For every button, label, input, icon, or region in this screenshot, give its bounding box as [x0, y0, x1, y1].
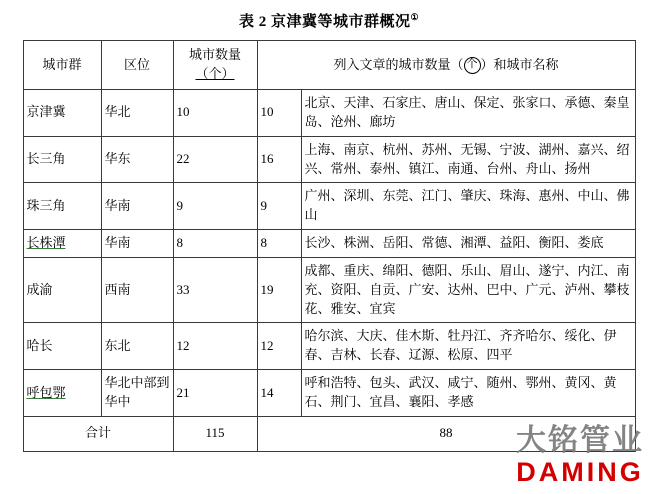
row-city-group: 长三角	[23, 136, 101, 183]
row-region: 东北	[101, 323, 173, 370]
row-region: 华东	[101, 136, 173, 183]
table-title-superscript: ①	[410, 12, 420, 22]
table-total-row	[23, 416, 635, 451]
row-included-count: 19	[257, 257, 301, 323]
row-city-group: 成渝	[23, 257, 101, 323]
row-included-count: 14	[257, 370, 301, 417]
header-city-count-label: 城市数量	[188, 47, 241, 63]
table-title-text: 表 2 京津冀等城市群概况	[238, 14, 411, 30]
header-city-group: 城市群	[23, 41, 101, 90]
table-title	[0, 0, 658, 40]
row-city-count: 21	[173, 370, 257, 417]
table-header-row	[23, 41, 635, 90]
header-included-prefix: 列入文章的城市数量（	[333, 56, 464, 72]
row-region: 华北中部到华中	[101, 370, 173, 417]
row-city-group: 呼包鄂	[23, 370, 101, 417]
header-included-unit: 个	[464, 57, 481, 74]
row-region: 华北	[101, 90, 173, 137]
total-label: 合计	[23, 416, 173, 451]
row-city-count: 8	[173, 230, 257, 258]
row-city-names: 哈尔滨、大庆、佳木斯、牡丹江、齐齐哈尔、绥化、伊春、吉林、长春、辽源、松原、四平	[301, 323, 635, 370]
table-row	[23, 257, 635, 323]
watermark-english: DAMING	[516, 456, 644, 487]
header-city-count	[173, 41, 257, 90]
total-included-count: 88	[257, 416, 635, 451]
row-city-names: 广州、深圳、东莞、江门、肇庆、珠海、惠州、中山、佛山	[301, 183, 635, 230]
row-region: 华南	[101, 230, 173, 258]
row-city-names: 上海、南京、杭州、苏州、无锡、宁波、湖州、嘉兴、绍兴、常州、泰州、镇江、南通、台州、舟山、扬州	[301, 136, 635, 183]
row-included-count: 10	[257, 90, 301, 137]
city-cluster-table	[23, 40, 636, 452]
table-row	[23, 370, 635, 417]
table-row	[23, 183, 635, 230]
watermark-chinese: 大铭管业	[516, 424, 644, 458]
row-city-count: 9	[173, 183, 257, 230]
header-region: 区位	[101, 41, 173, 90]
table-row	[23, 323, 635, 370]
total-city-count: 115	[173, 416, 257, 451]
row-city-group: 珠三角	[23, 183, 101, 230]
row-city-group: 长株潭	[23, 230, 101, 258]
row-city-names: 北京、天津、石家庄、唐山、保定、张家口、承德、秦皇岛、沧州、廊坊	[301, 90, 635, 137]
row-city-count: 22	[173, 136, 257, 183]
row-included-count: 8	[257, 230, 301, 258]
header-city-count-unit: （个）	[195, 66, 235, 81]
row-region: 华南	[101, 183, 173, 230]
row-included-count: 12	[257, 323, 301, 370]
header-included-suffix: ）和城市名称	[480, 56, 559, 72]
row-included-count: 16	[257, 136, 301, 183]
row-city-names: 成都、重庆、绵阳、德阳、乐山、眉山、遂宁、内江、南充、资阳、自贡、广安、达州、巴中、广元、泸州、攀枝花、雅安、宜宾	[301, 257, 635, 323]
table-row	[23, 230, 635, 258]
table-row	[23, 136, 635, 183]
row-city-count: 12	[173, 323, 257, 370]
row-city-count: 33	[173, 257, 257, 323]
table-body	[23, 90, 635, 452]
table-row	[23, 90, 635, 137]
row-included-count: 9	[257, 183, 301, 230]
row-city-names: 长沙、株洲、岳阳、常德、湘潭、益阳、衡阳、娄底	[301, 230, 635, 258]
table-header	[23, 41, 635, 90]
header-included-cities	[257, 41, 635, 90]
row-region: 西南	[101, 257, 173, 323]
row-city-group: 哈长	[23, 323, 101, 370]
row-city-names: 呼和浩特、包头、武汉、咸宁、随州、鄂州、黄冈、黄石、荆门、宜昌、襄阳、孝感	[301, 370, 635, 417]
row-city-count: 10	[173, 90, 257, 137]
row-city-group: 京津冀	[23, 90, 101, 137]
